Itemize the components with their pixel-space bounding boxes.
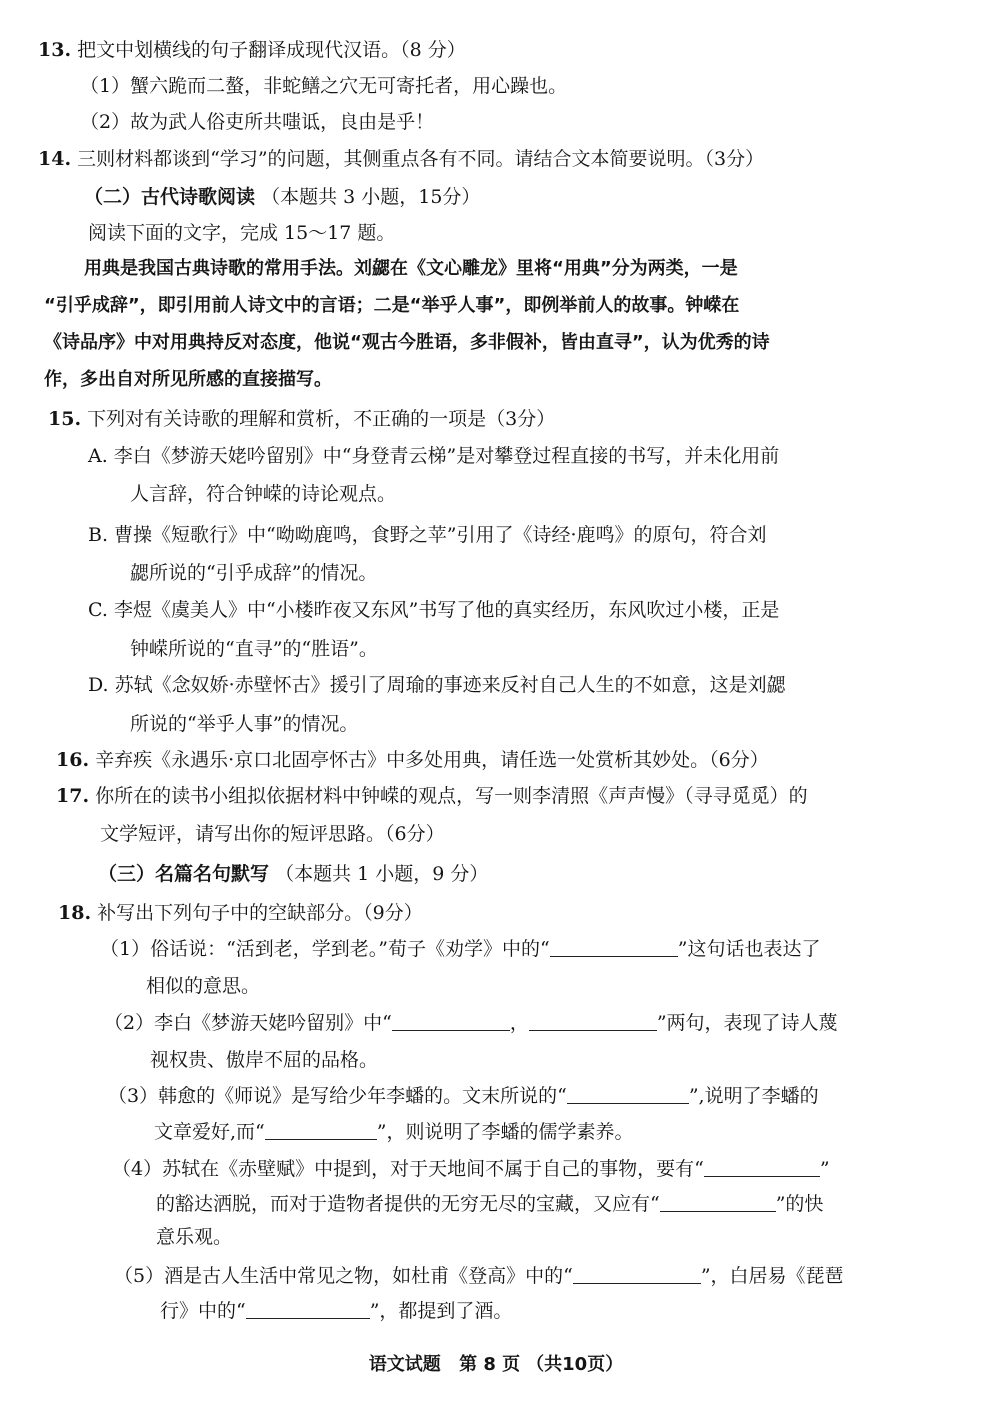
fill-text: （1）俗话说：“活到老，学到老。”荀子《劝学》中的“ — [100, 938, 550, 960]
fill-item-3-cont — [154, 1118, 633, 1146]
passage-line: 作，多出自对所见所感的直接描写。 — [44, 369, 332, 390]
section-heading-recitation — [98, 860, 488, 888]
fill-text: ”，则说明了李蟠的儒学素养。 — [376, 1121, 634, 1143]
question-16 — [56, 746, 769, 774]
question-17-cont: 文学短评，请写出你的短评思路。（6分） — [100, 823, 445, 845]
fill-text: 的豁达洒脱，而对于造物者提供的无穷无尽的宝藏，又应有“ — [156, 1193, 660, 1215]
option-b-cont: 勰所说的“引乎成辞”的情况。 — [130, 562, 378, 584]
question-number: 17. — [56, 785, 90, 807]
page-footer — [0, 1350, 992, 1376]
question-13 — [38, 36, 466, 64]
fill-text: 文章爱好,而“ — [154, 1121, 265, 1143]
fill-text: （2）李白《梦游天姥吟留别》中“ — [104, 1012, 392, 1034]
answer-blank[interactable] — [573, 1263, 701, 1284]
answer-blank[interactable] — [567, 1083, 689, 1104]
question-text: 把文中划横线的句子翻译成现代汉语。（8 分） — [77, 39, 466, 61]
fill-text: ” — [819, 1158, 830, 1180]
question-13-item-1: （1）蟹六跪而二螯，非蛇鳝之穴无可寄托者，用心躁也。 — [80, 75, 568, 97]
option-a-cont: 人言辞，符合钟嵘的诗论观点。 — [130, 483, 397, 505]
answer-blank[interactable] — [246, 1298, 370, 1319]
answer-blank[interactable] — [660, 1191, 776, 1212]
question-14 — [38, 145, 764, 173]
question-18 — [58, 899, 423, 927]
option-c: C. 李煜《虞美人》中“小楼昨夜又东风”书写了他的真实经历，东风吹过小楼，正是 — [88, 599, 780, 621]
answer-blank[interactable] — [265, 1119, 377, 1140]
section-title: （三）名篇名句默写 — [98, 863, 270, 885]
option-c-cont: 钟嵘所说的“直寻”的“胜语”。 — [130, 638, 378, 660]
answer-blank[interactable] — [550, 936, 678, 957]
question-17 — [56, 782, 808, 810]
option-d-cont: 所说的“举乎人事”的情况。 — [130, 713, 359, 735]
fill-text: ”的快 — [775, 1193, 824, 1215]
question-number: 16. — [56, 749, 90, 771]
fill-text: ”两句，表现了诗人蔑 — [656, 1012, 838, 1034]
fill-item-2 — [104, 1009, 838, 1037]
fill-item-5-cont — [160, 1297, 512, 1325]
section-note: （本题共 3 小题，15分） — [261, 186, 481, 208]
fill-text: ”,说明了李蟠的 — [688, 1085, 819, 1107]
section-heading-poetry — [84, 183, 480, 211]
footer-total-pages: （共10页） — [526, 1354, 624, 1375]
fill-item-3 — [108, 1082, 819, 1110]
footer-page-number: 第 8 页 — [459, 1354, 521, 1375]
section-note: （本题共 1 小题，9 分） — [275, 863, 489, 885]
option-b: B. 曹操《短歌行》中“呦呦鹿鸣，食野之苹”引用了《诗经·鹿鸣》的原句，符合刘 — [88, 524, 767, 546]
fill-item-4-cont: 意乐观。 — [156, 1226, 233, 1248]
fill-item-4-cont — [156, 1190, 823, 1218]
question-number: 15. — [48, 408, 82, 430]
answer-blank[interactable] — [529, 1010, 657, 1031]
fill-item-5 — [114, 1262, 844, 1290]
question-text: 辛弃疾《永遇乐·京口北固亭怀古》中多处用典，请任选一处赏析其妙处。（6分） — [95, 749, 769, 771]
question-15 — [48, 405, 555, 433]
option-a: A. 李白《梦游天姥吟留别》中“身登青云梯”是对攀登过程直接的书写，并未化用前 — [88, 445, 780, 467]
fill-text: （4）苏轼在《赤壁赋》中提到，对于天地间不属于自己的事物，要有“ — [112, 1158, 704, 1180]
question-text: 你所在的读书小组拟依据材料中钟嵘的观点，写一则李清照《声声慢》（寻寻觅觅）的 — [95, 785, 808, 807]
fill-text: （3）韩愈的《师说》是写给少年李蟠的。文末所说的“ — [108, 1085, 567, 1107]
option-d: D. 苏轼《念奴娇·赤壁怀古》援引了周瑜的事迹来反衬自己人生的不如意，这是刘勰 — [88, 674, 786, 696]
fill-item-1-cont: 相似的意思。 — [146, 975, 261, 997]
fill-item-4 — [112, 1155, 830, 1183]
section-title: （二）古代诗歌阅读 — [84, 186, 256, 208]
answer-blank[interactable] — [392, 1010, 510, 1031]
reading-instruction: 阅读下面的文字，完成 15～17 题。 — [88, 222, 396, 244]
passage-line: 《诗品序》中对用典持反对态度，他说“观古今胜语，多非假补，皆由直寻”，认为优秀的诗 — [44, 332, 770, 353]
fill-text: ”，都提到了酒。 — [369, 1300, 513, 1322]
question-13-item-2: （2）故为武人俗吏所共嗤诋，良由是乎！ — [80, 111, 435, 133]
passage-line: “引乎成辞”，即引用前人诗文中的言语；二是“举乎人事”，即例举前人的故事。钟嵘在 — [44, 295, 740, 316]
question-text: 三则材料都谈到“学习”的问题，其侧重点各有不同。请结合文本简要说明。（3分） — [77, 148, 765, 170]
passage-line: 用典是我国古典诗歌的常用手法。刘勰在《文心雕龙》里将“用典”分为两类，一是 — [84, 258, 738, 279]
footer-subject: 语文试题 — [368, 1354, 441, 1375]
answer-blank[interactable] — [704, 1156, 820, 1177]
fill-item-1 — [100, 935, 820, 963]
question-text: 补写出下列句子中的空缺部分。（9分） — [97, 902, 423, 924]
question-number: 13. — [38, 39, 72, 61]
fill-text: ”，白居易《琵琶 — [700, 1265, 844, 1287]
fill-text: ， — [509, 1012, 529, 1034]
fill-text: 行》中的“ — [160, 1300, 246, 1322]
question-number: 14. — [38, 148, 72, 170]
fill-text: ”这句话也表达了 — [677, 938, 821, 960]
question-text: 下列对有关诗歌的理解和赏析，不正确的一项是（3分） — [87, 408, 556, 430]
fill-text: （5）酒是古人生活中常见之物，如杜甫《登高》中的“ — [114, 1265, 573, 1287]
question-number: 18. — [58, 902, 92, 924]
fill-item-2-cont: 视权贵、傲岸不屈的品格。 — [150, 1049, 379, 1071]
